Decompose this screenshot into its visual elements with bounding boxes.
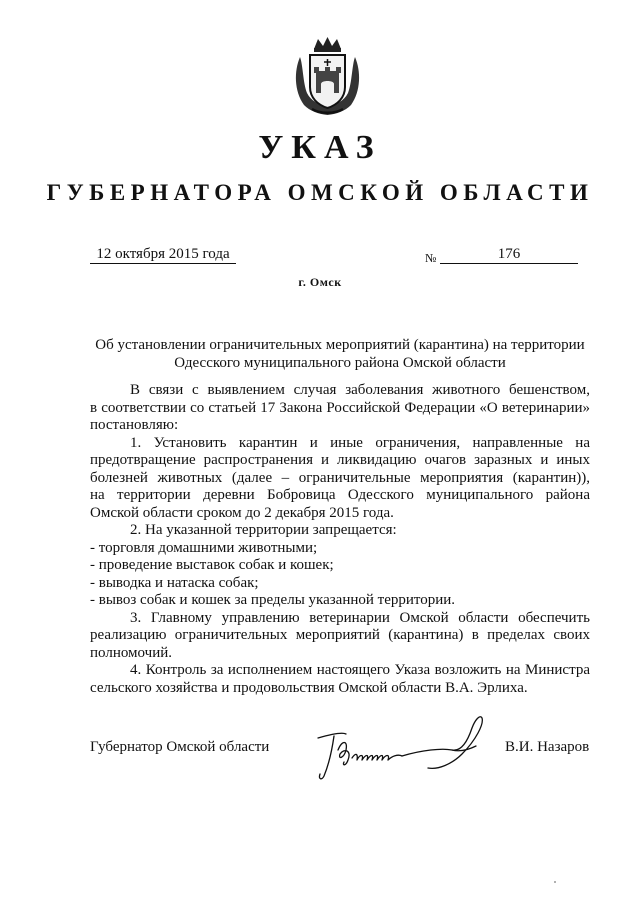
body-line: реализацию ограничительных мероприятий (карантина) в пределах своих	[90, 627, 590, 643]
body-line: полномочий.	[90, 644, 173, 661]
body-line: Омской области сроком до 2 декабря 2015 года.	[90, 504, 394, 521]
body-line: В связи с выявлением случая заболевания животного бешенством,	[130, 382, 590, 398]
signatory-name: В.И. Назаров	[505, 739, 590, 755]
scan-dot	[553, 880, 557, 884]
city-label: г. Омск	[298, 275, 342, 289]
body-line: в соответствии со статьей 17 Закона Российской Федерации «О ветеринарии»	[90, 399, 590, 416]
body-line: 3. Главному управлению ветеринарии Омской области обеспечить	[130, 609, 590, 626]
body-line: предотвращение распространения и ликвидацию очагов заразных и иных	[90, 452, 590, 468]
document-title: УКАЗ	[258, 129, 382, 166]
body-line: 1. Установить карантин и иные ограничения, направленные на	[130, 434, 590, 451]
document-subtitle: ГУБЕРНАТОРА ОМСКОЙ ОБЛАСТИ	[46, 180, 594, 205]
decree-body	[90, 382, 590, 697]
decree-date: 12 октября 2015 года	[90, 245, 236, 264]
body-line: 4. Контроль за исполнением настоящего Указа возложить на Министра	[130, 662, 590, 678]
decree-heading	[90, 336, 590, 372]
heading-line: Одесского муниципального района Омской области	[174, 355, 506, 371]
body-line: 2. На указанной территории запрещается:	[130, 522, 397, 538]
handwritten-signature	[312, 710, 492, 790]
body-line: постановляю:	[90, 417, 179, 433]
list-item: - торговля домашними животными;	[90, 539, 318, 556]
signatory-position: Губернатор Омской области	[90, 739, 270, 755]
list-item: - проведение выставок собак и кошек;	[90, 557, 334, 573]
list-item: - вывоз собак и кошек за пределы указанной территории.	[90, 592, 456, 608]
heading-line: Об установлении ограничительных мероприятий (карантина) на территории	[95, 337, 585, 353]
body-line: болезней животных (далее – ограничительные мероприятия (карантин)),	[90, 469, 590, 486]
list-item: - выводка и натаска собак;	[90, 574, 259, 591]
body-line: на территории деревни Бобровица Одесского муниципального района	[90, 487, 590, 503]
number-sign: №	[425, 251, 437, 265]
decree-number: 176	[440, 245, 578, 264]
body-line: сельского хозяйства и продовольствия Омской области В.А. Эрлиха.	[90, 679, 528, 696]
coat-of-arms-icon	[290, 35, 365, 117]
